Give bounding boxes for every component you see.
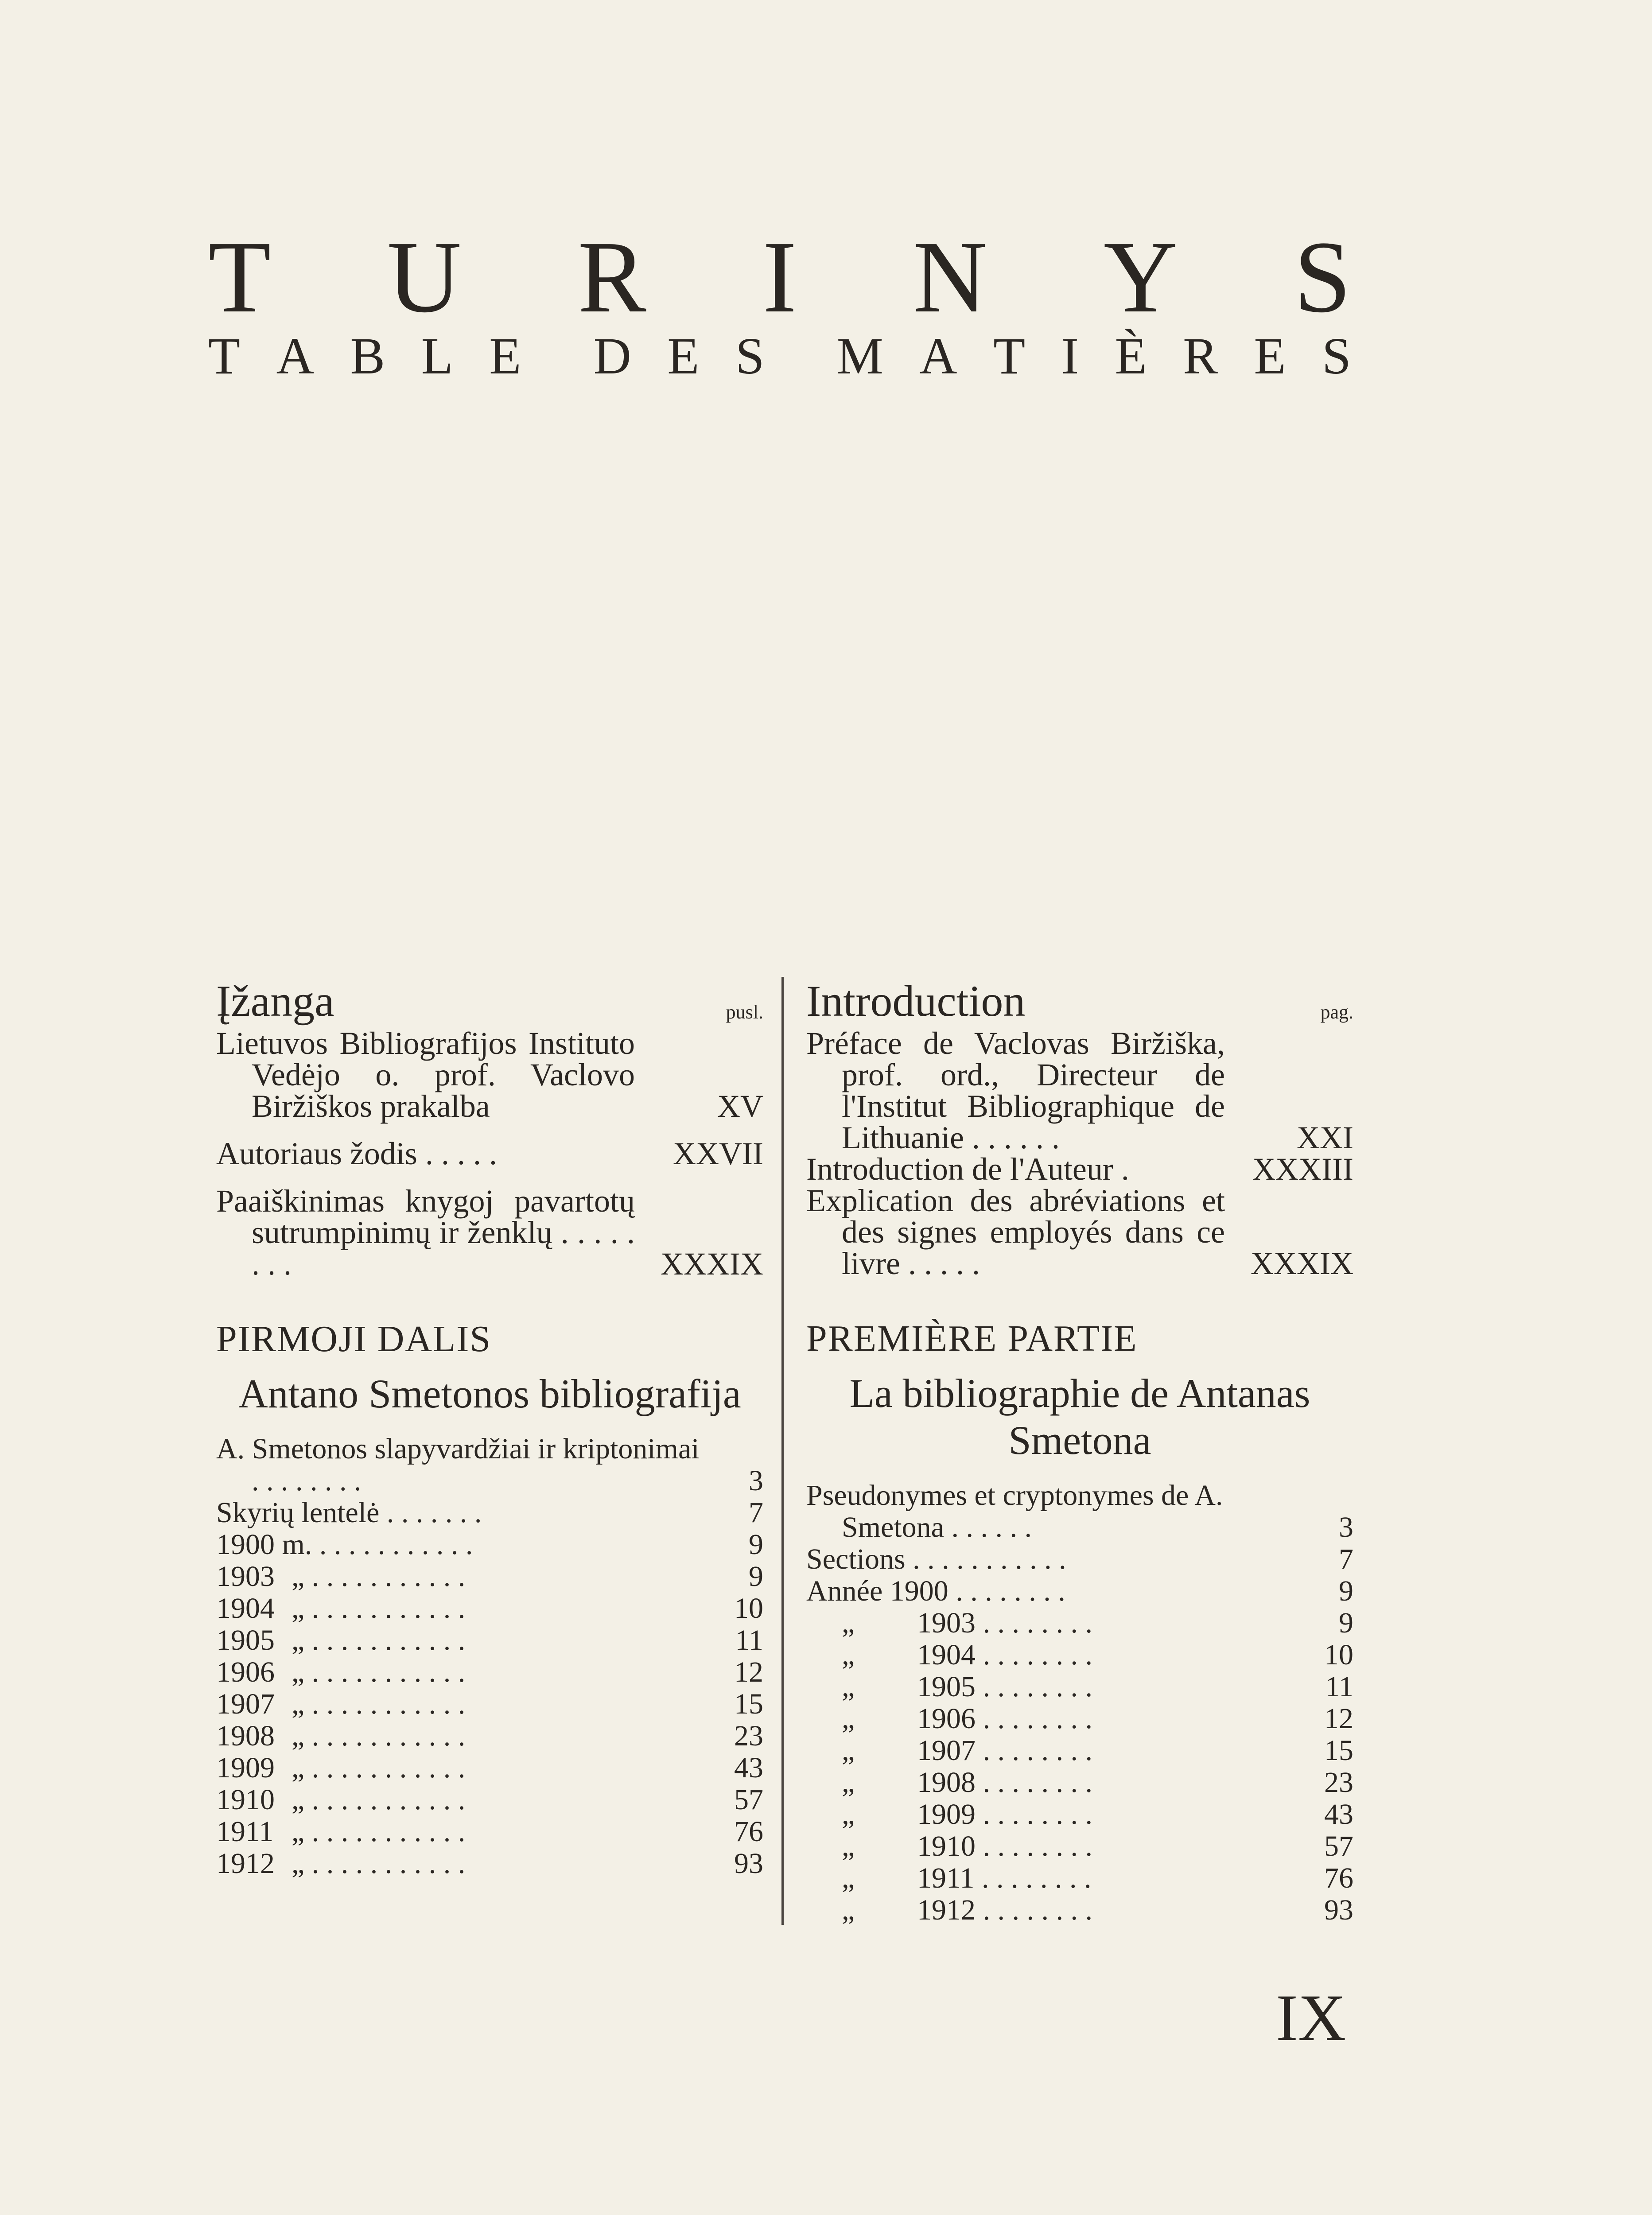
row-page: 57 <box>1324 1830 1353 1862</box>
row-text: „ . . . . . . . . . . . <box>292 1592 466 1624</box>
row-page: 9 <box>749 1560 763 1593</box>
section-title: Įžanga <box>216 976 334 1026</box>
title-letter: E <box>1254 327 1286 385</box>
title-letter: I <box>1061 327 1079 385</box>
entry-text: Introduction de l'Auteur . <box>806 1151 1129 1187</box>
toc-row <box>216 1848 763 1880</box>
toc-row <box>806 1639 1353 1671</box>
row-text: „ . . . . . . . . . . . <box>292 1656 466 1688</box>
entry-page: XXXIII <box>1252 1151 1353 1187</box>
row-page: 10 <box>1324 1639 1353 1671</box>
ditto-mark: „ <box>842 1830 855 1862</box>
column-divider <box>781 977 784 1925</box>
title-letter: T <box>208 327 241 385</box>
title-letter: L <box>421 327 453 385</box>
toc-row <box>216 1816 763 1848</box>
title-letter: E <box>667 327 700 385</box>
title-letter: È <box>1115 327 1147 385</box>
section-header <box>216 975 763 1028</box>
toc-row <box>216 1433 763 1497</box>
page-number: IX <box>1276 1981 1346 2055</box>
toc-row <box>806 1799 1353 1830</box>
entry-text: Lietuvos Bibliografijos Instituto Vedėjo o. prof. Vaclovo Biržiškos prakalba <box>216 1026 635 1124</box>
row-page: 23 <box>1324 1766 1353 1799</box>
toc-row <box>806 1767 1353 1799</box>
row-text: „ . . . . . . . . . . . <box>292 1847 466 1880</box>
section-header <box>806 975 1353 1028</box>
row-text: „ . . . . . . . . . . . <box>292 1624 466 1656</box>
row-year: 1910 <box>216 1784 275 1816</box>
row-page: 43 <box>734 1752 763 1784</box>
title-letter: M <box>836 327 883 385</box>
row-text: 1908 . . . . . . . . <box>917 1766 1092 1799</box>
row-page: 93 <box>734 1847 763 1880</box>
row-page: 9 <box>749 1528 763 1561</box>
title-letter: T <box>208 220 271 334</box>
row-text: 1912 . . . . . . . . <box>917 1894 1092 1926</box>
part-title: La bibliographie de Antanas Smetona <box>849 1371 1310 1463</box>
entry-page: XV <box>717 1088 763 1124</box>
row-page: 76 <box>734 1815 763 1848</box>
row-text: Pseudonymes et cryptonymes de A. Smetona . . . . . . <box>806 1479 1223 1543</box>
entry-text: Explication des abréviations et des signes employés dans ce livre . . . . . <box>806 1183 1225 1281</box>
title-letter: A <box>919 327 957 385</box>
toc-row <box>216 1720 763 1752</box>
row-year: 1904 <box>216 1592 275 1624</box>
ditto-mark: „ <box>842 1639 855 1671</box>
row-year: 1912 <box>216 1847 275 1880</box>
row-text: „ . . . . . . . . . . . <box>292 1752 466 1784</box>
title-letter: R <box>578 220 646 334</box>
toc-row <box>806 1543 1353 1575</box>
toc-column-french <box>806 975 1353 1926</box>
toc-row <box>216 1688 763 1720</box>
toc-row <box>216 1784 763 1816</box>
ditto-mark: „ <box>842 1671 855 1703</box>
title-letter: E <box>489 327 521 385</box>
title-letter: S <box>735 327 765 385</box>
title-letter: T <box>993 327 1026 385</box>
entry-page: XXXIX <box>1251 1246 1353 1281</box>
toc-row <box>806 1575 1353 1607</box>
title-letter: B <box>350 327 385 385</box>
row-page: 57 <box>734 1784 763 1816</box>
entry-page: XXXIX <box>661 1246 763 1282</box>
page-label: pag. <box>1320 1001 1353 1023</box>
page-title-french <box>208 327 1351 385</box>
page-title-lithuanian <box>208 220 1351 334</box>
title-letter: S <box>1294 220 1351 334</box>
row-page: 11 <box>735 1624 763 1656</box>
row-text: 1911 . . . . . . . . <box>917 1862 1092 1894</box>
ditto-mark: „ <box>842 1766 855 1799</box>
title-letter: U <box>387 220 462 334</box>
row-text: 1900 m. . . . . . . . . . . . <box>216 1528 473 1561</box>
row-page: 43 <box>1324 1798 1353 1830</box>
row-page: 3 <box>749 1465 763 1497</box>
toc-row <box>806 1894 1353 1926</box>
part-title: Antano Smetonos bibliografija <box>238 1371 741 1416</box>
title-letter: I <box>762 220 797 334</box>
toc-entry <box>806 1028 1353 1154</box>
row-page: 9 <box>1339 1607 1353 1639</box>
row-page: 7 <box>749 1496 763 1529</box>
entry-page: XXVII <box>673 1136 763 1171</box>
row-year: 1907 <box>216 1688 275 1720</box>
toc-entry <box>806 1151 1353 1187</box>
row-page: 23 <box>734 1720 763 1752</box>
row-text: 1905 . . . . . . . . <box>917 1671 1092 1703</box>
toc-row <box>216 1656 763 1688</box>
row-text: Année 1900 . . . . . . . . <box>806 1575 1065 1607</box>
row-page: 7 <box>1339 1543 1353 1575</box>
row-page: 15 <box>734 1688 763 1720</box>
toc-entry <box>806 1185 1353 1279</box>
row-page: 10 <box>734 1592 763 1624</box>
row-page: 9 <box>1339 1575 1353 1607</box>
row-text: Sections . . . . . . . . . . . <box>806 1543 1066 1575</box>
toc-entry <box>216 1185 763 1280</box>
entry-text: Préface de Vaclovas Biržiška, prof. ord., Directeur de l'Institut Bibliographique de Lithuanie . . . . . . <box>806 1026 1225 1155</box>
row-page: 11 <box>1325 1671 1353 1703</box>
toc-row <box>216 1752 763 1784</box>
row-text: 1903 . . . . . . . . <box>917 1607 1092 1639</box>
row-text: 1910 . . . . . . . . <box>917 1830 1092 1862</box>
row-text: 1906 . . . . . . . . <box>917 1702 1092 1735</box>
ditto-mark: „ <box>842 1607 855 1639</box>
toc-entry <box>216 1028 763 1122</box>
row-text: „ . . . . . . . . . . . <box>292 1688 466 1720</box>
toc-row <box>216 1497 763 1529</box>
title-letter: R <box>1183 327 1218 385</box>
entry-text: Paaiškinimas knygoj pavartotų sutrumpinimų ir ženklų . . . . . . . . <box>216 1183 635 1282</box>
row-text: 1904 . . . . . . . . <box>917 1639 1092 1671</box>
part-heading: PREMIÈRE PARTIE <box>806 1318 1138 1359</box>
row-year: 1905 <box>216 1624 275 1656</box>
title-letter: A <box>276 327 314 385</box>
row-text: 1907 . . . . . . . . <box>917 1734 1092 1767</box>
toc-row <box>806 1830 1353 1862</box>
toc-row <box>806 1607 1353 1639</box>
row-page: 76 <box>1324 1862 1353 1894</box>
entry-text: Autoriaus žodis . . . . . <box>216 1136 497 1171</box>
row-text: „ . . . . . . . . . . . <box>292 1720 466 1752</box>
ditto-mark: „ <box>842 1862 855 1894</box>
toc-row <box>216 1593 763 1624</box>
page-label: pusl. <box>726 1001 763 1023</box>
ditto-mark: „ <box>842 1702 855 1735</box>
title-letter: N <box>913 220 987 334</box>
row-text: „ . . . . . . . . . . . <box>292 1784 466 1816</box>
toc-row <box>216 1624 763 1656</box>
row-year: 1906 <box>216 1656 275 1688</box>
toc-row <box>216 1529 763 1561</box>
row-text: Skyrių lentelė . . . . . . . <box>216 1496 482 1529</box>
row-text: 1909 . . . . . . . . <box>917 1798 1092 1830</box>
title-letter: S <box>1322 327 1351 385</box>
toc-row <box>806 1735 1353 1767</box>
toc-row <box>806 1703 1353 1735</box>
title-letter: D <box>593 327 631 385</box>
toc-column-lithuanian <box>216 975 763 1880</box>
toc-row <box>806 1862 1353 1894</box>
toc-row <box>806 1671 1353 1703</box>
row-page: 12 <box>734 1656 763 1688</box>
ditto-mark: „ <box>842 1734 855 1767</box>
title-letter: Y <box>1103 220 1178 334</box>
row-page: 93 <box>1324 1894 1353 1926</box>
toc-row <box>216 1561 763 1593</box>
row-year: 1911 <box>216 1815 274 1848</box>
ditto-mark: „ <box>842 1894 855 1926</box>
row-text: A. Smetonos slapyvardžiai ir kriptonimai . . . . . . . . <box>216 1433 700 1497</box>
ditto-mark: „ <box>842 1798 855 1830</box>
row-text: „ . . . . . . . . . . . <box>292 1560 466 1593</box>
entry-page: XXI <box>1297 1120 1353 1155</box>
row-page: 15 <box>1324 1734 1353 1767</box>
row-year: 1908 <box>216 1720 275 1752</box>
row-page: 3 <box>1339 1511 1353 1543</box>
row-year: 1909 <box>216 1752 275 1784</box>
toc-entry <box>216 1138 763 1170</box>
part-heading: PIRMOJI DALIS <box>216 1318 492 1360</box>
row-text: „ . . . . . . . . . . . <box>292 1815 466 1848</box>
section-title: Introduction <box>806 976 1026 1026</box>
row-year: 1903 <box>216 1560 275 1593</box>
toc-row <box>806 1480 1353 1543</box>
row-page: 12 <box>1324 1702 1353 1735</box>
